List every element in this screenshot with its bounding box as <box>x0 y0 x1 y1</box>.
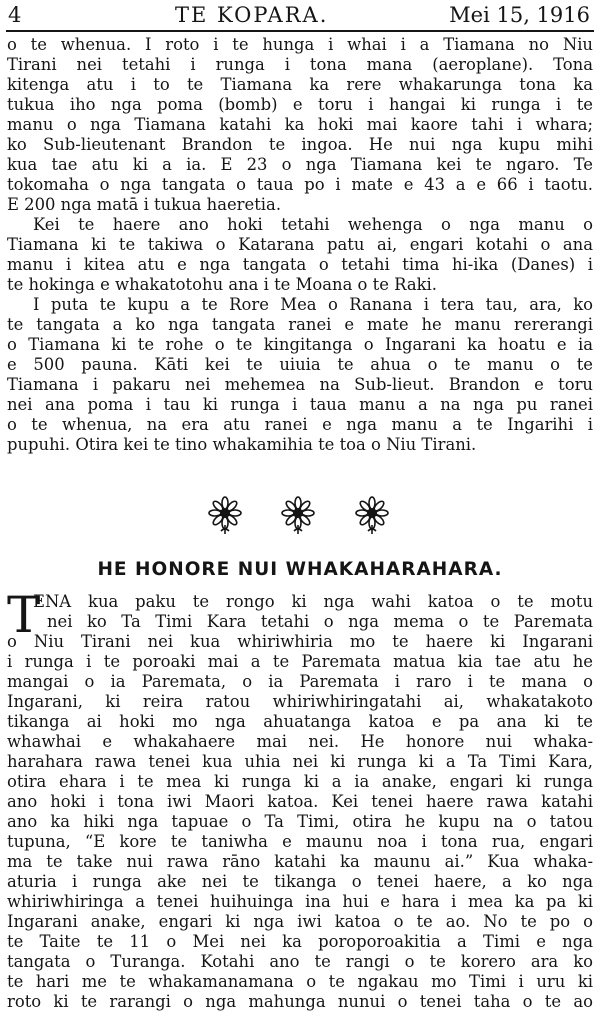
text-line: ENA kua paku te rongo ki nga wahi katoa o te motu <box>33 592 593 611</box>
newspaper-title: TE KOPARA. <box>175 3 329 27</box>
text-line: tangata o Turanga. Kotahi ano te rangi o te korero ara ko <box>7 952 593 971</box>
text-line: tupuna, “E kore te taniwha e maunu noa i tona rua, engari <box>7 832 593 851</box>
text-line: tikanga ai hoki mo nga ahuatanga katoa e pa ana ki te <box>7 712 593 731</box>
text-line: aturia i runga ake nei te tikanga o tenei haere, a ko nga <box>7 872 593 891</box>
text-line: ma te take nui rawa rāno katahi ka maunu ai.” Kua whaka- <box>7 852 593 871</box>
text-line: o te whenua. I roto i te hunga i whai i a Tiamana no Niu <box>7 35 593 54</box>
text-line: te hokinga e whakatotohu ana i te Moana o te Raki. <box>7 275 437 294</box>
article-honore <box>7 586 593 1012</box>
flower-ornament-icon <box>278 495 318 535</box>
text-line: roto ki te rarangi o nga mahunga nunui o tenei taha o te ao <box>7 992 593 1011</box>
text-line: I puta te kupu a te Rore Mea o Ranana i tera tau, ara, ko <box>33 295 593 314</box>
text-line: Tiamana i pakaru nei mehemea na Sub-lieut. Brandon e toru <box>7 375 593 394</box>
drop-cap: T <box>7 586 41 644</box>
flower-ornament-icon <box>205 495 245 535</box>
text-line: Kei te haere ano hoki tetahi wehenga o nga manu o <box>33 215 593 234</box>
article-aeroplane <box>7 35 593 455</box>
text-line: te tangata a ko nga tangata ranei e mate he manu rererangi <box>7 315 593 334</box>
text-line: o te whenua, na era atu ranei e nga manu a te Ingarihi i <box>7 415 593 434</box>
running-head <box>0 0 600 30</box>
text-line: o Niu Tirani nei kua whiriwhiria mo te haere ki Ingarani <box>7 632 593 651</box>
text-line: whawhai e whakahaere mai nei. He honore nui whaka- <box>7 732 593 751</box>
header-rule <box>6 30 594 32</box>
text-line: ano ka hiki nga tapuae o Ta Timi, otira he kupu na o tatou <box>7 812 593 831</box>
text-line: manu o nga Tiamana katahi ka hoki mai kaore tahi i whara; <box>7 115 593 134</box>
text-line: otira ehara i te mea ki runga ki a ia anake, engari ki runga <box>7 772 593 791</box>
flower-ornament-icon <box>352 495 392 535</box>
text-line: i runga i te poroaki mai a te Paremata matua kia tae atu he <box>7 652 593 671</box>
text-line: ko Sub-lieutenant Brandon te ingoa. He nui nga kupu mihi <box>7 135 593 154</box>
text-line: E 200 nga matā i tukua haeretia. <box>7 195 282 214</box>
text-line: kitenga atu i to te Tiamana ka rere whakarunga tona ka <box>7 75 593 94</box>
text-line: tokomaha o nga tangata o taua po i mate e 43 a e 66 i taotu. <box>7 175 593 194</box>
text-line: Ingarani, ki reira ratou whiriwhiringatahi ai, whakatakoto <box>7 692 593 711</box>
text-line: te hari me te whakamanamana o te ngakau mo Timi i uru ki <box>7 972 593 991</box>
text-line: pupuhi. Otira kei te tino whakamihia te toa o Niu Tirani. <box>7 435 477 454</box>
page-number: 4 <box>8 3 22 27</box>
text-line: Tirani nei tetahi i runga i tona mana (aeroplane). Tona <box>7 55 593 74</box>
text-line: Tiamana ki te takiwa o Katarana patu ai, engari kotahi o ana <box>7 235 593 254</box>
text-line: tukua iho nga poma (bomb) e toru i hangai ki runga i te <box>7 95 593 114</box>
text-line: manu i kitea atu e nga tangata o tetahi tima hi-ika (Danes) i <box>7 255 593 274</box>
text-line: nei ko Ta Timi Kara tetahi o nga mema o te Paremata <box>47 612 593 631</box>
text-line: whiriwhiringa a tenei huihuinga ina hui e hara i mea ka pa ki <box>7 892 593 911</box>
text-line: te Taite te 11 o Mei nei ka poroporoakitia a Timi e nga <box>7 932 593 951</box>
text-line: kua tae atu ki a ia. E 23 o nga Tiamana kei te ngaro. Te <box>7 155 593 174</box>
text-line: o Tiamana ki te rohe o te kingitanga o Ingarani ka hoatu e ia <box>7 335 593 354</box>
text-line: harahara rawa tenei kua uhia nei ki runga ki a Ta Timi Kara, <box>7 752 593 771</box>
text-line: mangai o ia Paremata, o ia Paremata i raro i te mana o <box>7 672 593 691</box>
text-line: ano hoki i tona iwi Maori katoa. Kei tenei haere rawa katahi <box>7 792 593 811</box>
article-headline: HE HONORE NUI WHAKAHARAHARA. <box>97 559 503 580</box>
issue-date: Mei 15, 1916 <box>449 3 590 27</box>
text-line: Ingarani anake, engari ki nga iwi katoa o te ao. No te po o <box>7 912 593 931</box>
ornament-divider <box>0 495 600 535</box>
text-line: e 500 pauna. Kāti kei te uiuia te ahua o te manu o te <box>7 355 593 374</box>
text-line: nei ana poma i tau ki runga i taua manu a na nga pu ranei <box>7 395 593 414</box>
